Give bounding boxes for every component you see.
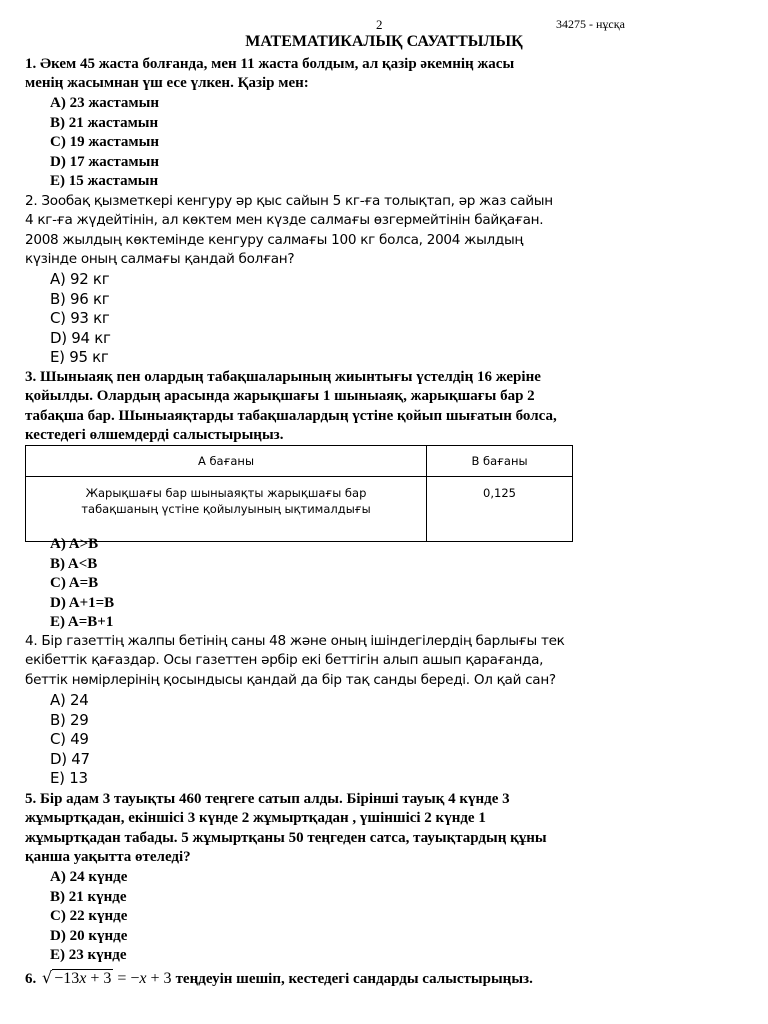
column-a-cell [26, 477, 427, 542]
answer-option[interactable]: E) 13 [50, 769, 88, 787]
radicand-coefficient: −13 [54, 970, 80, 987]
answer-option[interactable]: B) 21 жастамын [50, 114, 159, 131]
question-6 [25, 968, 533, 988]
answer-option[interactable]: D) 47 [50, 749, 90, 768]
question-4-line: беттік нөмірлерінің қосындысы қандай да бір тақ санды береді. Ол қай сан? [25, 671, 556, 688]
question-5 [25, 790, 625, 868]
question-3-line: қойылды. Олардың арасында жарықшағы 1 шыныаяқ, жарықшағы бар 2 [25, 388, 535, 405]
answer-option[interactable]: C) A=B [50, 575, 99, 591]
question-1-line: 1. Әкем 45 жаста болғанда, мен 11 жаста болдым, ал қазір әкемнің жасы [25, 56, 515, 72]
question-5-line: қанша уақытта өтеледі? [25, 849, 191, 866]
column-b-cell: 0,125 [427, 477, 573, 542]
question-5-line: 5. Бір адам 3 тауықты 460 теңгеге сатып алды. Бірінші тауық 4 күнде 3 [25, 791, 510, 807]
answer-option[interactable]: C) 19 жастамын [50, 134, 159, 150]
answer-option[interactable]: C) 49 [50, 730, 89, 748]
answer-option[interactable]: D) 17 жастамын [50, 153, 159, 170]
page-title: МАТЕМАТИКАЛЫҚ САУАТТЫЛЫҚ [245, 33, 523, 50]
question-2-options [50, 270, 111, 368]
question-2-line: 2008 жылдың көктемінде кенгуру салмағы 100 кг болса, 2004 жылдың [25, 231, 524, 248]
equation [40, 970, 176, 987]
answer-option[interactable]: D) 94 кг [50, 328, 111, 347]
question-3-line: 3. Шыныаяқ пен олардың табақшаларының жиынтығы үстелдің 16 жеріне [25, 369, 541, 385]
question-1-options [50, 94, 159, 192]
answer-option[interactable]: A) 24 күнде [50, 869, 128, 885]
radical-sign-icon: √ [42, 968, 53, 987]
question-5-line: жұмыртқадан табады. 5 жұмыртқаны 50 теңгеден сатса, тауықтардың құны [25, 829, 547, 846]
rhs-constant: + 3 [150, 970, 172, 987]
column-a-header: А бағаны [26, 446, 427, 477]
question-3-options [50, 535, 114, 633]
question-4-line: екібеттік қағаздар. Осы газеттен әрбір екі беттігін алып ашып қарағанда, [25, 652, 544, 669]
question-2 [25, 192, 625, 270]
question-1-line: менің жасымнан үш есе үлкен. Қазір мен: [25, 75, 309, 92]
answer-option[interactable]: E) A=B+1 [50, 614, 114, 630]
answer-option[interactable]: B) 21 күнде [50, 888, 127, 905]
equation-rhs: = − [117, 970, 140, 987]
question-6-text: теңдеуін шешіп, кестедегі сандарды салыстырыңыз. [175, 971, 533, 987]
radicand-constant: + 3 [90, 970, 112, 987]
comparison-table [25, 445, 573, 542]
square-root [42, 968, 113, 988]
question-5-line: жұмыртқадан, екіншісі 3 күнде 2 жұмыртқадан , үшіншісі 2 күнде 1 [25, 810, 486, 827]
question-1 [25, 55, 625, 94]
variant-label: 34275 - нұсқа [556, 17, 625, 31]
page-number: 2 [376, 17, 383, 32]
question-4-options [50, 691, 90, 789]
question-3-line: кестедегі өлшемдерді салыстырыңыз. [25, 427, 284, 444]
radicand-variable: x [79, 970, 87, 987]
answer-option[interactable]: C) 22 күнде [50, 908, 128, 924]
question-4 [25, 632, 625, 690]
column-b-header: В бағаны [427, 446, 573, 477]
answer-option[interactable]: D) 20 күнде [50, 927, 128, 944]
question-2-line: 2. Зообақ қызметкері кенгуру әр қыс сайын 5 кг-ға толықтап, әр жаз сайын [25, 193, 553, 209]
column-a-line: табақшаның үстіне қойылуының ықтималдығы [81, 502, 371, 516]
answer-option[interactable]: B) A<B [50, 555, 98, 572]
answer-option[interactable]: B) 96 кг [50, 289, 110, 308]
question-2-line: күзінде оның салмағы қандай болған? [25, 251, 295, 268]
question-6-number: 6. [25, 971, 37, 987]
answer-option[interactable]: E) 15 жастамын [50, 173, 159, 189]
question-4-line: 4. Бір газеттің жалпы бетінің саны 48 және оның ішіндегілердің барлығы тек [25, 633, 565, 649]
column-a-line: Жарықшағы бар шыныаяқты жарықшағы бар [85, 486, 367, 500]
question-2-line: 4 кг-ға жүдейтінін, ал көктем мен күзде салмағы өзгермейтінін байқаған. [25, 212, 544, 229]
question-3 [25, 368, 625, 446]
question-3-line: табақша бар. Шыныаяқтарды табақшалардың үстіне қойып шығатын болса, [25, 407, 557, 424]
answer-option[interactable]: A) 24 [50, 691, 89, 709]
answer-option[interactable]: B) 29 [50, 710, 89, 729]
question-5-options [50, 868, 127, 966]
answer-option[interactable]: A) 23 жастамын [50, 95, 159, 111]
rhs-variable: x [139, 970, 147, 987]
answer-option[interactable]: E) 95 кг [50, 348, 109, 366]
answer-option[interactable]: A) A>B [50, 536, 99, 552]
answer-option[interactable]: C) 93 кг [50, 309, 110, 327]
answer-option[interactable]: A) 92 кг [50, 270, 110, 288]
answer-option[interactable]: D) A+1=B [50, 594, 115, 611]
answer-option[interactable]: E) 23 күнде [50, 947, 127, 963]
